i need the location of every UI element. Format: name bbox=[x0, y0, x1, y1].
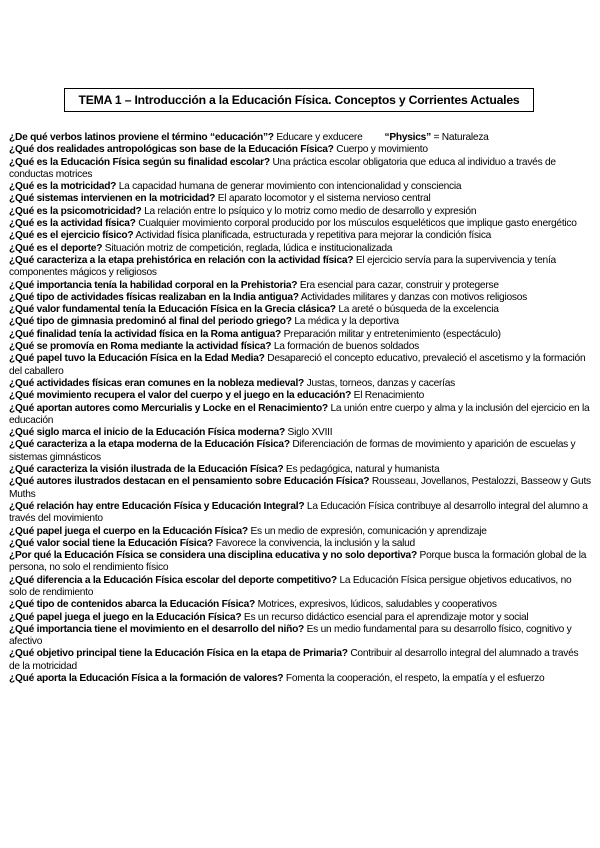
question-text: ¿Qué dos realidades antropológicas son base de la Educación Física? bbox=[9, 144, 334, 156]
answer-text: Actividades militares y danzas con motivos religiosos bbox=[300, 291, 528, 303]
qa-item bbox=[9, 526, 591, 538]
qa-list bbox=[9, 132, 591, 685]
question-text: ¿Qué caracteriza la visión ilustrada de la Educación Física? bbox=[9, 464, 284, 476]
qa-item bbox=[9, 538, 591, 550]
answer-text: Una práctica escolar obligatoria que educa al individuo a través de conductas motrices bbox=[9, 156, 556, 180]
answer-text: Es pedagógica, natural y humanista bbox=[285, 464, 440, 476]
answer-text: Es un medio de expresión, comunicación y aprendizaje bbox=[250, 525, 487, 537]
answer-text: La Educación Física contribuye al desarrollo integral del alumno a través del movimiento bbox=[9, 500, 588, 525]
qa-item bbox=[9, 144, 591, 156]
answer-text: Desapareció el concepto educativo, prevaleció el ascetismo y la formación del caballero bbox=[9, 353, 586, 377]
answer-text: Preparación militar y entretenimiento (espectáculo) bbox=[283, 328, 501, 340]
answer-text: Es un medio fundamental para su desarrollo físico, cognitivo y afectivo bbox=[9, 623, 572, 648]
question-text: ¿Qué papel juega el cuerpo en la Educación Física? bbox=[9, 525, 248, 537]
question-text: ¿Qué es la Educación Física según su finalidad escolar? bbox=[9, 156, 270, 168]
answer-text: Diferenciación de formas de movimiento y aparición de escuelas y sistemas gimnásticos bbox=[9, 439, 576, 463]
qa-item bbox=[9, 132, 591, 144]
qa-item bbox=[9, 341, 591, 353]
qa-item bbox=[9, 280, 591, 292]
question-text: ¿Qué sistemas intervienen en la motricidad? bbox=[9, 193, 216, 205]
qa-item bbox=[9, 304, 591, 316]
answer-text: Era esencial para cazar, construir y protegerse bbox=[299, 279, 499, 291]
answer-text: La Educación Física persigue objetivos educativos, no solo de rendimiento bbox=[9, 574, 572, 598]
answer-text: Contribuir al desarrollo integral del alumnado a través de la motricidad bbox=[9, 648, 579, 672]
answer-text: Porque busca la formación global de la persona, no solo el rendimiento físico bbox=[9, 550, 587, 574]
answer-text: La capacidad humana de generar movimiento con intencionalidad y consciencia bbox=[118, 181, 462, 193]
question-text: ¿Qué tipo de actividades físicas realizaban en la India antigua? bbox=[9, 291, 299, 303]
qa-item bbox=[9, 157, 591, 182]
answer-text: El Renacimiento bbox=[353, 390, 425, 402]
answer-text: La areté o búsqueda de la excelencia bbox=[338, 304, 499, 316]
qa-item bbox=[9, 353, 591, 378]
question-text: ¿Qué objetivo principal tiene la Educación Física en la etapa de Primaria? bbox=[9, 648, 348, 660]
qa-item bbox=[9, 648, 591, 673]
qa-item bbox=[9, 316, 591, 328]
question-text: ¿Qué finalidad tenía la actividad física en la Roma antigua? bbox=[9, 328, 282, 340]
question-text: ¿Qué se promovía en Roma mediante la actividad física? bbox=[9, 341, 272, 353]
qa-item bbox=[9, 673, 591, 685]
answer-text: Cuerpo y movimiento bbox=[336, 144, 428, 156]
question-text: ¿Qué tipo de contenidos abarca la Educación Física? bbox=[9, 599, 255, 611]
question-text: ¿Qué siglo marca el inicio de la Educación Física moderna? bbox=[9, 427, 285, 439]
extra-term: “Physics” bbox=[384, 132, 431, 143]
answer-text: Educare y exducere bbox=[276, 132, 363, 143]
qa-item bbox=[9, 378, 591, 390]
qa-item bbox=[9, 193, 591, 205]
question-text: ¿Qué papel tuvo la Educación Física en la Edad Media? bbox=[9, 353, 265, 365]
qa-item bbox=[9, 390, 591, 402]
question-text: ¿Qué es el deporte? bbox=[9, 242, 103, 254]
question-text: ¿Qué papel juega el juego en la Educación Física? bbox=[9, 611, 242, 623]
answer-text: La médica y la deportiva bbox=[294, 316, 399, 328]
answer-text: Actividad física planificada, estructurada y repetitiva para mejorar la condición física bbox=[135, 230, 492, 242]
answer-text: La unión entre cuerpo y alma y la inclusión del ejercicio en la educación bbox=[9, 402, 590, 426]
answer-text: Siglo XVIII bbox=[287, 427, 333, 439]
question-text: ¿Qué es la actividad física? bbox=[9, 218, 136, 230]
answer-text: La relación entre lo psíquico y lo motriz como medio de desarrollo y expresión bbox=[144, 205, 477, 217]
question-text: ¿Qué es la motricidad? bbox=[9, 181, 117, 193]
qa-item bbox=[9, 230, 591, 242]
page-title: TEMA 1 – Introducción a la Educación Física. Conceptos y Corrientes Actuales bbox=[64, 88, 534, 112]
question-text: ¿Qué tipo de gimnasia predominó al final del periodo griego? bbox=[9, 316, 292, 328]
answer-text: Rousseau, Jovellanos, Pestalozzi, Basseow y Guts Muths bbox=[9, 476, 591, 500]
qa-item bbox=[9, 624, 591, 649]
question-text: ¿Qué valor social tiene la Educación Física? bbox=[9, 537, 214, 549]
answer-text: La formación de buenos soldados bbox=[273, 341, 419, 353]
question-text: ¿Qué movimiento recupera el valor del cuerpo y el juego en la educación? bbox=[9, 390, 352, 402]
qa-item bbox=[9, 476, 591, 501]
qa-item bbox=[9, 329, 591, 341]
question-text: ¿Qué caracteriza a la etapa prehistórica en relación con la actividad física? bbox=[9, 254, 354, 266]
qa-item bbox=[9, 206, 591, 218]
qa-item bbox=[9, 243, 591, 255]
question-text: ¿Qué valor fundamental tenía la Educación Física en la Grecia clásica? bbox=[9, 304, 336, 316]
qa-item bbox=[9, 427, 591, 439]
question-text: ¿Qué actividades físicas eran comunes en la nobleza medieval? bbox=[9, 377, 305, 389]
extra-meaning: = Naturaleza bbox=[433, 132, 489, 143]
question-text: ¿Qué aportan autores como Mercurialis y Locke en el Renacimiento? bbox=[9, 402, 328, 414]
question-text: ¿Qué importancia tiene el movimiento en el desarrollo del niño? bbox=[9, 623, 305, 635]
answer-text: Es un recurso didáctico esencial para el aprendizaje motor y social bbox=[243, 611, 529, 623]
question-text: ¿Qué diferencia a la Educación Física escolar del deporte competitivo? bbox=[9, 574, 337, 586]
answer-text: El aparato locomotor y el sistema nervioso central bbox=[217, 193, 431, 205]
question-text: ¿Por qué la Educación Física se considera una disciplina educativa y no solo deportiva? bbox=[9, 550, 417, 562]
qa-item bbox=[9, 292, 591, 304]
qa-item bbox=[9, 550, 591, 575]
answer-text: Justas, torneos, danzas y cacerías bbox=[306, 377, 455, 389]
answer-text: Favorece la convivencia, la inclusión y la salud bbox=[215, 537, 415, 549]
qa-item bbox=[9, 218, 591, 230]
question-text: ¿Qué importancia tenía la habilidad corporal en la Prehistoria? bbox=[9, 279, 298, 291]
question-text: ¿De qué verbos latinos proviene el término “educación”? bbox=[9, 132, 274, 143]
qa-item bbox=[9, 599, 591, 611]
answer-text: Motrices, expresivos, lúdicos, saludables y cooperativos bbox=[257, 599, 497, 611]
question-text: ¿Qué es el ejercicio físico? bbox=[9, 230, 134, 242]
question-text: ¿Qué caracteriza a la etapa moderna de la Educación Física? bbox=[9, 439, 290, 451]
question-text: ¿Qué autores ilustrados destacan en el pensamiento sobre Educación Física? bbox=[9, 476, 370, 488]
qa-item bbox=[9, 612, 591, 624]
qa-item bbox=[9, 501, 591, 526]
qa-item bbox=[9, 181, 591, 193]
qa-item bbox=[9, 255, 591, 280]
qa-item bbox=[9, 575, 591, 600]
question-text: ¿Qué relación hay entre Educación Física y Educación Integral? bbox=[9, 500, 305, 512]
answer-text: Cualquier movimiento corporal producido por los músculos esqueléticos que implique gasto energético bbox=[138, 218, 577, 230]
question-text: ¿Qué aporta la Educación Física a la formación de valores? bbox=[9, 673, 284, 685]
question-text: ¿Qué es la psicomotricidad? bbox=[9, 205, 142, 217]
qa-item bbox=[9, 403, 591, 428]
answer-text: El ejercicio servía para la supervivencia y tenía componentes mágicos y religiosos bbox=[9, 254, 556, 279]
qa-item bbox=[9, 464, 591, 476]
answer-text: Situación motriz de competición, reglada, lúdica e institucionalizada bbox=[104, 242, 393, 254]
answer-text: Fomenta la cooperación, el respeto, la empatía y el esfuerzo bbox=[285, 673, 545, 685]
qa-item bbox=[9, 439, 591, 464]
